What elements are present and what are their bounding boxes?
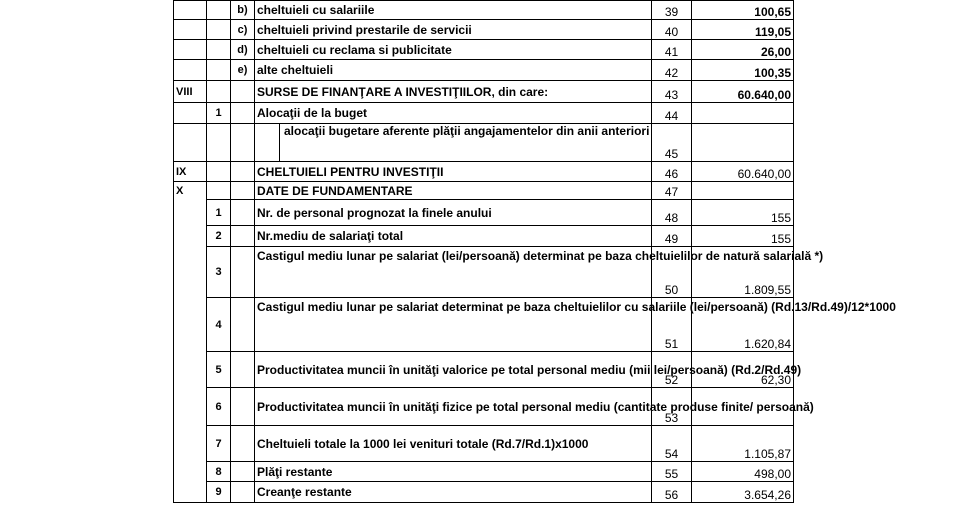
- table-row: [174, 352, 794, 388]
- row-letter: [231, 162, 255, 182]
- table-row: [174, 124, 794, 162]
- row-label: alocaţii bugetare aferente plăţii angajamentelor din anii anteriori: [284, 124, 650, 138]
- table-row: [174, 462, 794, 482]
- row-roman: [174, 482, 207, 503]
- row-roman: [174, 298, 207, 352]
- row-roman: [174, 40, 207, 60]
- row-value: 100,35: [692, 60, 794, 81]
- row-label: DATE DE FUNDAMENTARE: [255, 182, 652, 200]
- row-label: Cheltuieli totale la 1000 lei venituri totale (Rd.7/Rd.1)x1000: [255, 426, 652, 462]
- row-number: [207, 60, 231, 81]
- row-letter: [231, 226, 255, 247]
- row-letter: [231, 124, 255, 162]
- table-row: [174, 1, 794, 20]
- row-letter: [231, 200, 255, 226]
- row-value: [692, 103, 794, 124]
- row-letter: [231, 388, 255, 426]
- row-code: 46: [652, 162, 692, 182]
- row-letter: c): [231, 20, 255, 40]
- row-roman: [174, 200, 207, 226]
- table-row: [174, 162, 794, 182]
- row-number: 6: [207, 388, 231, 426]
- row-number: [207, 1, 231, 20]
- row-value: 100,65: [692, 1, 794, 20]
- row-label: Productivitatea muncii în unităţi fizice pe total personal mediu (cantitate produse finite/ persoană): [255, 388, 652, 426]
- row-roman: VIII: [174, 81, 207, 103]
- table-row: [174, 247, 794, 298]
- row-letter: [231, 81, 255, 103]
- row-number: 2: [207, 226, 231, 247]
- row-label: Creanţe restante: [255, 482, 652, 503]
- table-row: [174, 200, 794, 226]
- row-roman: IX: [174, 162, 207, 182]
- row-letter: [231, 462, 255, 482]
- row-code: 42: [652, 60, 692, 81]
- row-code: 43: [652, 81, 692, 103]
- budget-table: [173, 0, 896, 503]
- row-roman: [174, 426, 207, 462]
- row-letter: [231, 298, 255, 352]
- table-row: [174, 426, 794, 462]
- row-number: [207, 162, 231, 182]
- row-code: 45: [652, 124, 692, 162]
- row-value: 26,00: [692, 40, 794, 60]
- row-number: 9: [207, 482, 231, 503]
- table-row: [174, 388, 794, 426]
- row-letter: [231, 426, 255, 462]
- row-number: [207, 124, 231, 162]
- row-label: Productivitatea muncii în unităţi valorice pe total personal mediu (mii lei/persoană) (Rd.2/Rd.49): [255, 352, 652, 388]
- row-value: [692, 124, 794, 162]
- row-value: 3.654,26: [692, 482, 794, 503]
- row-label: cheltuieli privind prestarile de servicii: [255, 20, 652, 40]
- row-number: 5: [207, 352, 231, 388]
- row-number: 7: [207, 426, 231, 462]
- row-code: 52: [652, 352, 692, 388]
- table-row: [174, 81, 794, 103]
- row-label: Nr.mediu de salariaţi total: [255, 226, 652, 247]
- row-label: Castigul mediu lunar pe salariat determinat pe baza cheltuielilor cu salariile (lei/persoană) (Rd.13/Rd.49)/12*1000: [255, 298, 652, 352]
- table-row: [174, 482, 794, 503]
- row-label: cheltuieli cu salariile: [255, 1, 652, 20]
- row-value: 1.620,84: [692, 298, 794, 352]
- table-row: [174, 103, 794, 124]
- row-roman: [174, 103, 207, 124]
- row-code: 53: [652, 388, 692, 426]
- row-label: Plăţi restante: [255, 462, 652, 482]
- row-value: 155: [692, 200, 794, 226]
- row-roman: [174, 124, 207, 162]
- row-letter: [231, 247, 255, 298]
- row-value: 1.105,87: [692, 426, 794, 462]
- row-label: Castigul mediu lunar pe salariat (lei/persoană) determinat pe baza cheltuielilor de natură salarială *): [255, 247, 652, 298]
- row-code: 56: [652, 482, 692, 503]
- row-number: 1: [207, 200, 231, 226]
- row-code: 54: [652, 426, 692, 462]
- row-roman: [174, 20, 207, 40]
- row-code: 55: [652, 462, 692, 482]
- row-letter: b): [231, 1, 255, 20]
- row-label: Alocaţii de la buget: [255, 103, 652, 124]
- row-value: 60.640,00: [692, 162, 794, 182]
- row-value: [692, 182, 794, 200]
- row-label-cell: [255, 124, 652, 162]
- row-number: 3: [207, 247, 231, 298]
- row-label: cheltuieli cu reclama si publicitate: [255, 40, 652, 60]
- row-roman: [174, 1, 207, 20]
- row-roman: X: [174, 182, 207, 200]
- table-row: [174, 226, 794, 247]
- row-letter: [231, 352, 255, 388]
- row-number: [207, 81, 231, 103]
- row-roman: [174, 462, 207, 482]
- row-code: 39: [652, 1, 692, 20]
- row-letter: [231, 482, 255, 503]
- row-letter: d): [231, 40, 255, 60]
- table-row: [174, 182, 794, 200]
- row-label: Nr. de personal prognozat la finele anului: [255, 200, 652, 226]
- row-number: [207, 40, 231, 60]
- row-value: 60.640,00: [692, 81, 794, 103]
- row-code: 49: [652, 226, 692, 247]
- table-row: [174, 298, 794, 352]
- row-number: 1: [207, 103, 231, 124]
- row-roman: [174, 226, 207, 247]
- row-label: SURSE DE FINANŢARE A INVESTIŢIILOR, din care:: [255, 81, 652, 103]
- row-roman: [174, 352, 207, 388]
- table-row: [174, 20, 794, 40]
- row-roman: [174, 247, 207, 298]
- row-code: 40: [652, 20, 692, 40]
- row-roman: [174, 388, 207, 426]
- row-value: 155: [692, 226, 794, 247]
- row-letter: [231, 182, 255, 200]
- row-code: 50: [652, 247, 692, 298]
- row-label: CHELTUIELI PENTRU INVESTIŢII: [255, 162, 652, 182]
- row-code: 41: [652, 40, 692, 60]
- row-code: 48: [652, 200, 692, 226]
- row-value: 1.809,55: [692, 247, 794, 298]
- row-value: 498,00: [692, 462, 794, 482]
- row-number: 4: [207, 298, 231, 352]
- row-roman: [174, 60, 207, 81]
- row-value: 119,05: [692, 20, 794, 40]
- row-label: alte cheltuieli: [255, 60, 652, 81]
- row-number: [207, 182, 231, 200]
- row-letter: e): [231, 60, 255, 81]
- row-code: 47: [652, 182, 692, 200]
- row-number: 8: [207, 462, 231, 482]
- row-code: 51: [652, 298, 692, 352]
- row-code: 44: [652, 103, 692, 124]
- row-letter: [231, 103, 255, 124]
- row-number: [207, 20, 231, 40]
- row-value: 62,30: [692, 352, 794, 388]
- table-row: [174, 40, 794, 60]
- table-row: [174, 60, 794, 81]
